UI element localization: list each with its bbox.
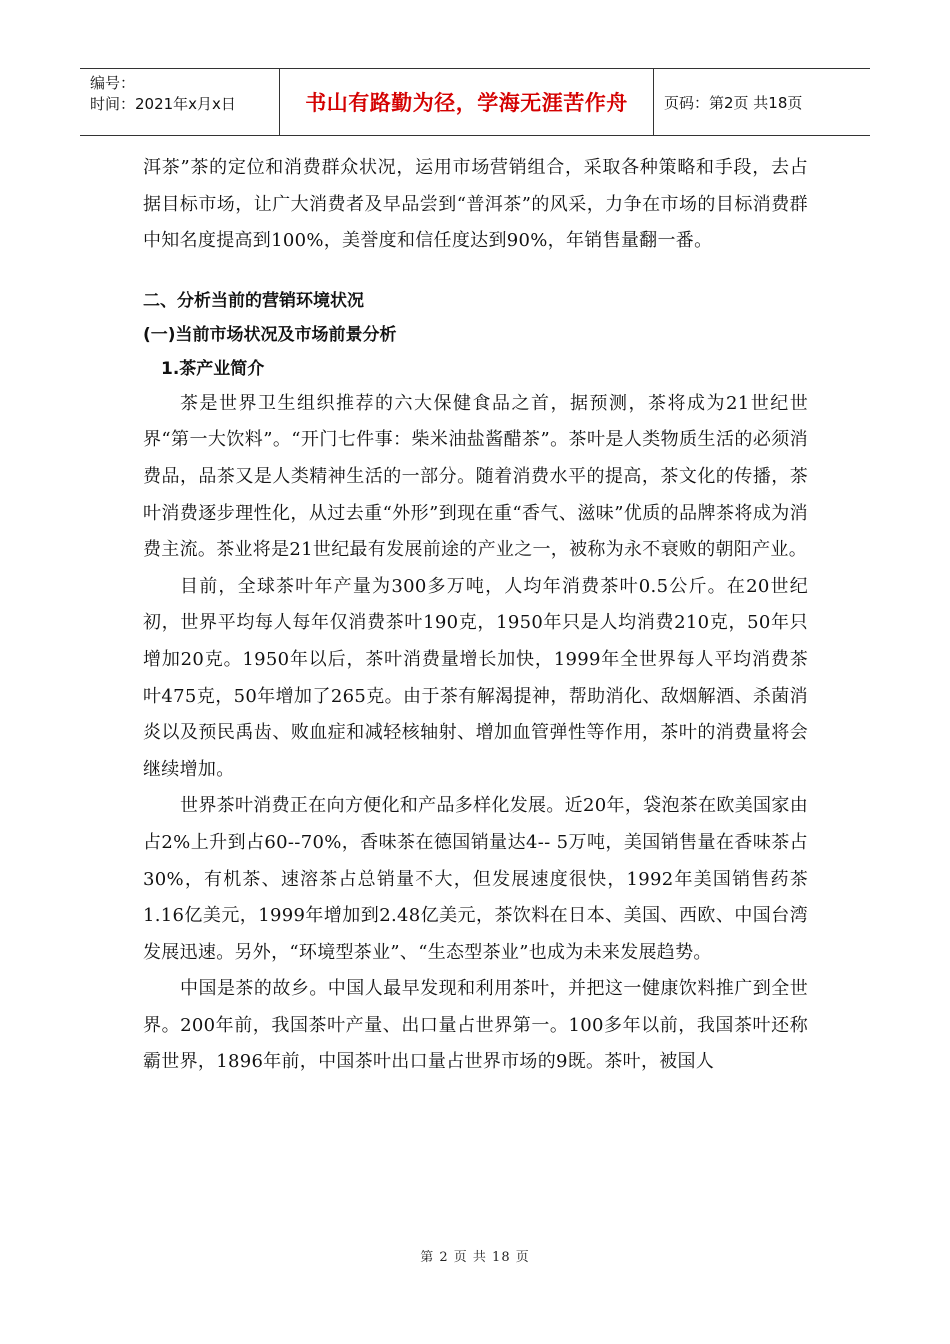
header-page-label: 页码：第2页 共18页 [664, 93, 803, 112]
serial-label: 编号： [90, 74, 136, 92]
document-body [143, 150, 808, 1081]
header-meta [80, 69, 280, 135]
item-heading: 1.茶产业简介 [161, 358, 265, 379]
paragraph-china-history: 中国是茶的故乡。中国人最早发现和利用茶叶，并把这一健康饮料推广到全世界。200年前，我国茶叶产量、出口量占世界第一。100多年以前，我国茶叶还称霸世界，1896年前，中国茶叶出口量占世界市场的9既。茶叶，被国人 [143, 978, 808, 1073]
paragraph-intro: 洱茶”茶的定位和消费群众状况，运用市场营销组合，采取各种策略和手段，去占据目标市场，让广大消费者及早品尝到“普洱茶”的风采，力争在市场的目标消费群中知名度提高到100%，美誉度和信任度达到90%，年销售量翻一番。 [143, 157, 808, 252]
section-heading: 二、分析当前的营销环境状况 [143, 290, 364, 311]
header-motto: 书山有路勤为径，学海无涯苦作舟 [280, 69, 654, 135]
paragraph-tea-industry: 茶是世界卫生组织推荐的六大保健食品之首，据预测，茶将成为21世纪世界“第一大饮料”。“开门七件事：柴米油盐酱醋茶”。茶叶是人类物质生活的必须消费品，品茶又是人类精神生活的一部分。随着消费水平的提高，茶文化的传播，茶叶消费逐步理性化，从过去重“外形”到现在重“香气、滋味”优质的品牌茶将成为消费主流。茶业将是21世纪最有发展前途的产业之一，被称为永不衰败的朝阳产业。 [143, 392, 808, 561]
page-footer: 第 2 页 共 18 页 [420, 1250, 530, 1265]
subsection-heading: (一)当前市场状况及市场前景分析 [143, 324, 397, 345]
date-label: 时间：2021年x月x日 [90, 95, 236, 113]
paragraph-consumption-trends: 世界茶叶消费正在向方便化和产品多样化发展。近20年，袋泡茶在欧美国家由占2%上升到占60--70%，香味茶在德国销量达4-- 5万吨，美国销售量在香味茶占30%，有机茶、速溶茶占总销量不大，但发展速度很快，1992年美国销售药茶1.16亿美元，1999年增加到2.48亿美元，茶饮料在日本、美国、西欧、中国台湾发展迅速。另外，“环境型茶业”、“生态型茶业”也成为未来发展趋势。 [143, 795, 808, 963]
paragraph-global-production: 目前，全球茶叶年产量为300多万吨，人均年消费茶叶0.5公斤。在20世纪初，世界平均每人每年仅消费茶叶190克，1950年只是人均消费210克，50年只增加20克。1950年以后，茶叶消费量增长加快，1999年全世界每人平均消费茶叶475克，50年增加了265克。由于茶有解渴提神，帮助消化、敌烟解酒、杀菌消炎以及预民禹齿、败血症和减轻核轴射、增加血管弹性等作用，茶叶的消费量将会继续增加。 [143, 575, 808, 780]
page-header [80, 68, 870, 136]
